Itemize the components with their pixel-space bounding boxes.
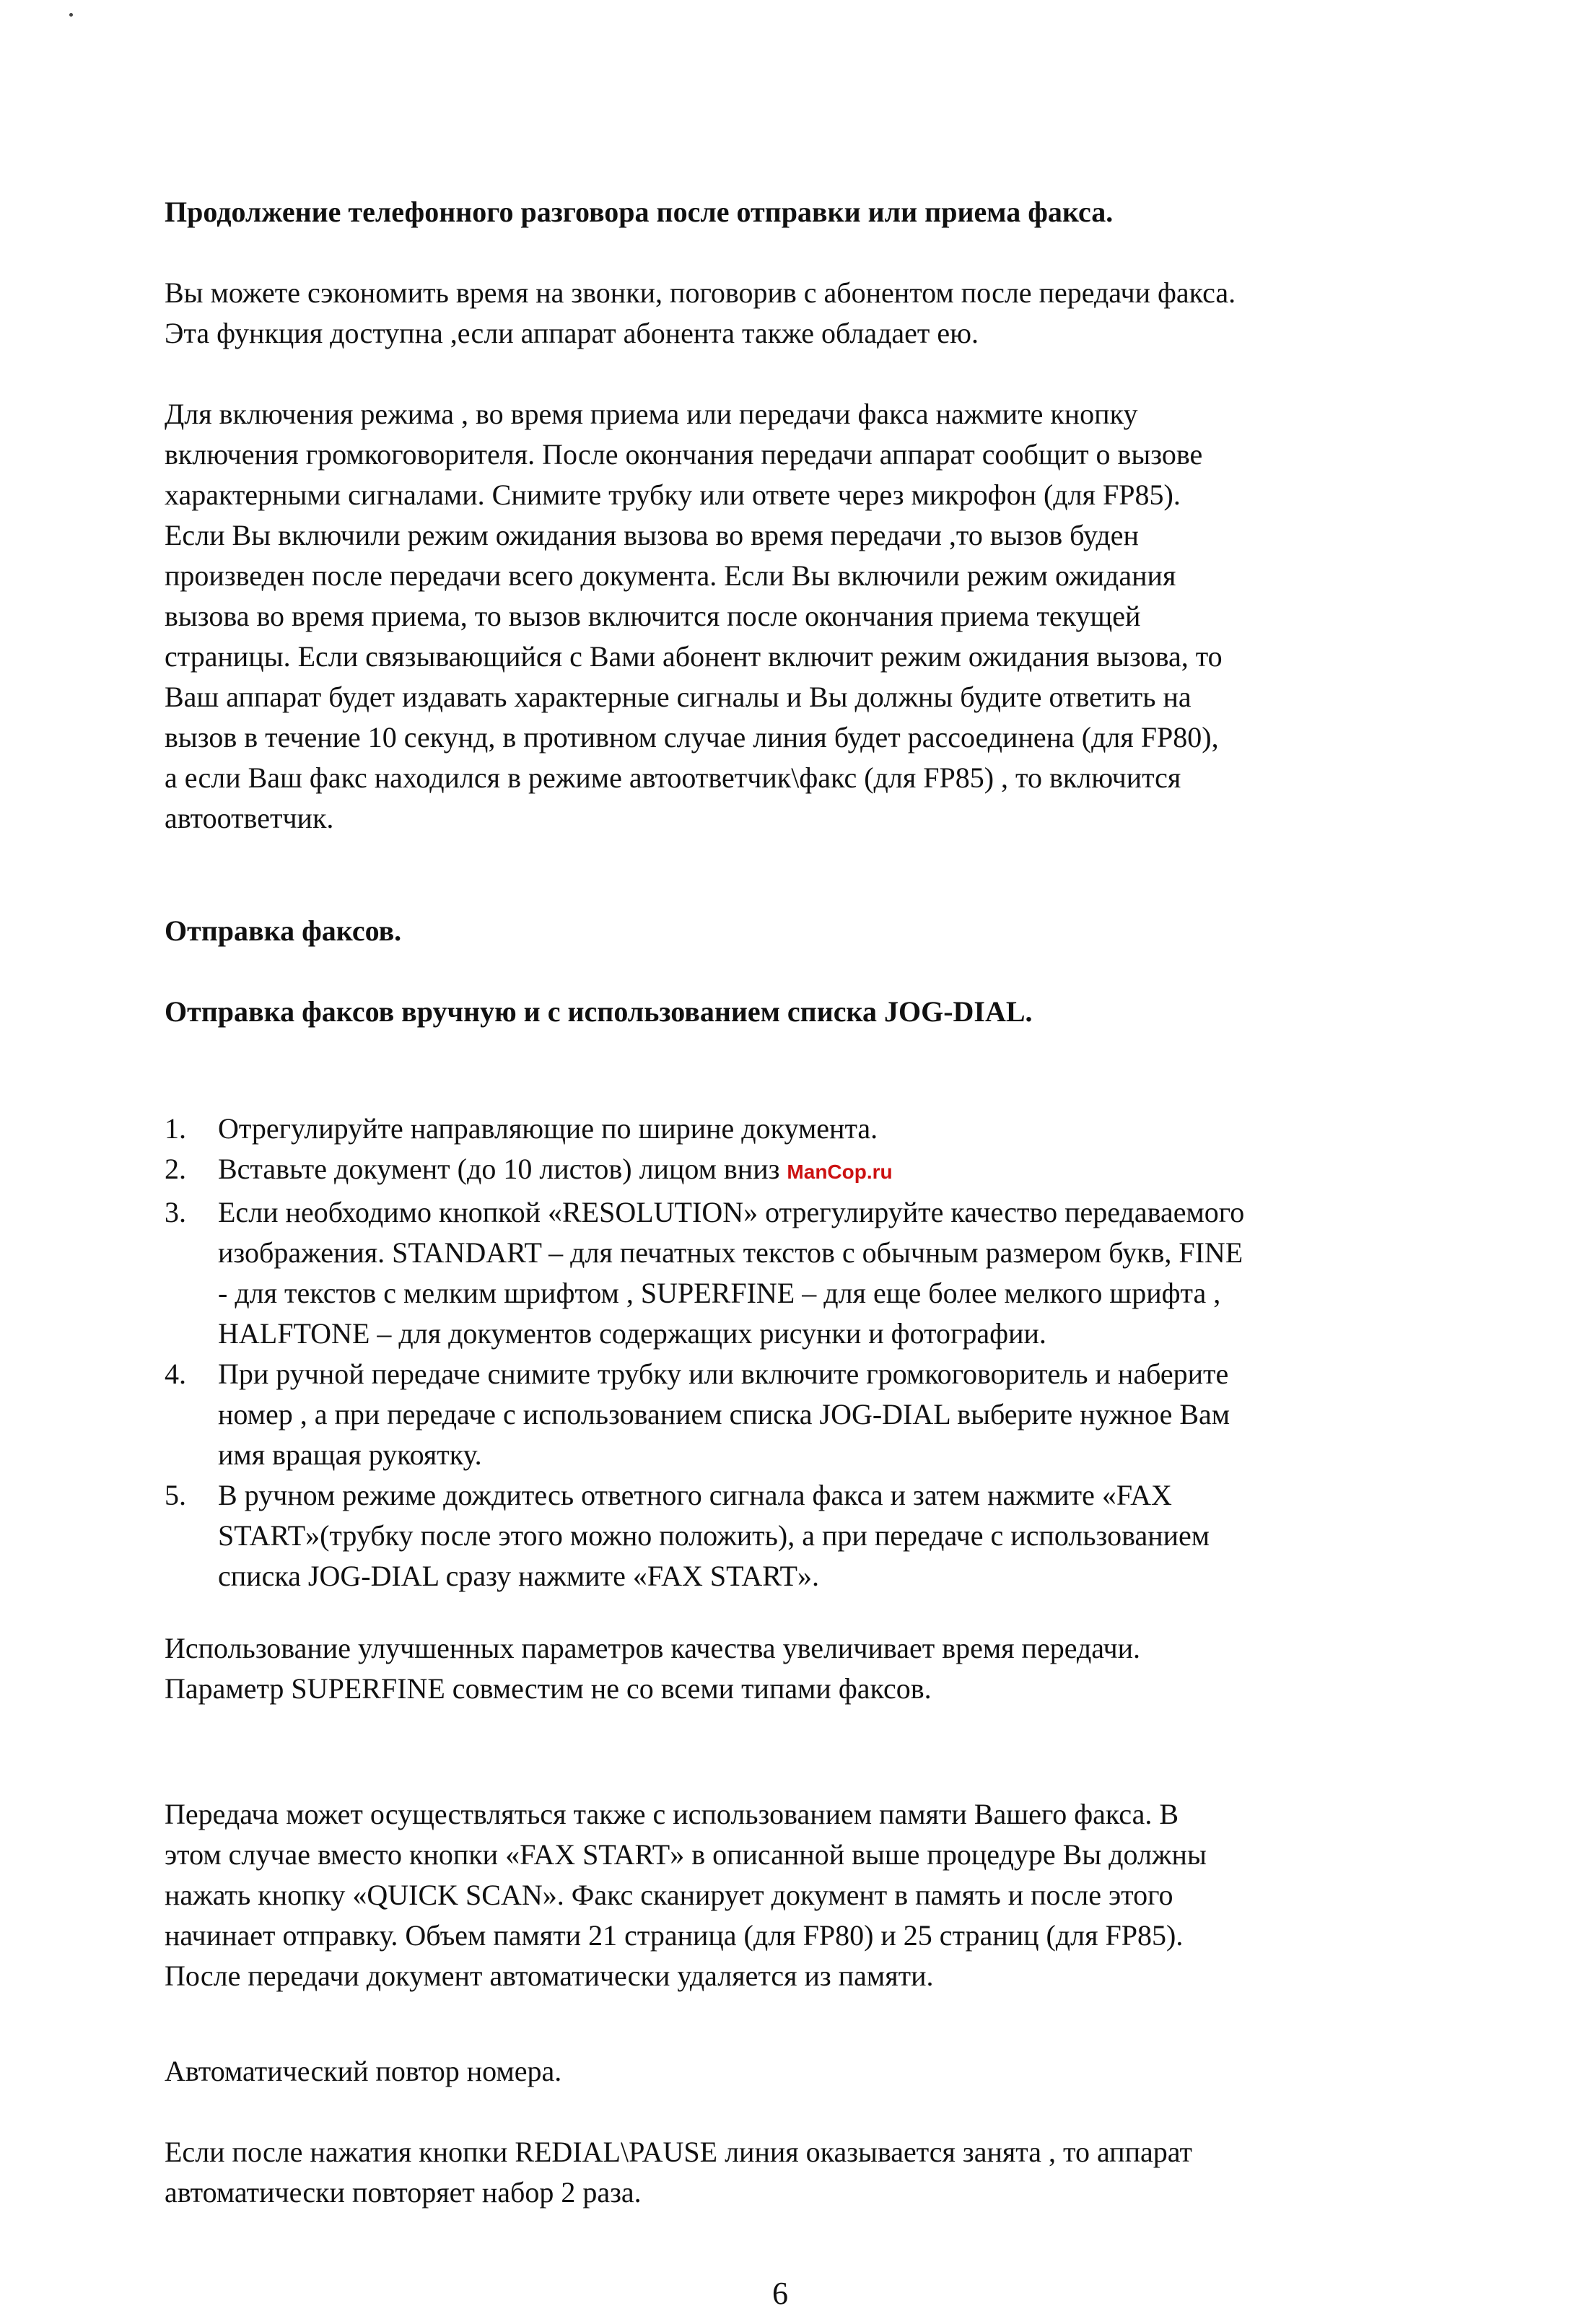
step-number: 2. bbox=[165, 1153, 186, 1185]
step-item bbox=[165, 1192, 1485, 1354]
text-line: этом случае вместо кнопки «FAX START» в описанной выше процедуре Вы должны bbox=[165, 1838, 1207, 1871]
step-text: - для текстов с мелким шрифтом , SUPERFINE – для еще более мелкого шрифта , bbox=[218, 1277, 1221, 1309]
step-item bbox=[165, 1354, 1485, 1475]
step-text: изображения. STANDART – для печатных текстов с обычным размером букв, FINE bbox=[218, 1236, 1243, 1269]
text-line: вызов в течение 10 секунд, в противном случае линия будет рассоединена (для FP80), bbox=[165, 721, 1219, 753]
page-number: 6 bbox=[772, 2276, 788, 2311]
heading-sending-faxes: Отправка факсов. bbox=[165, 914, 402, 947]
text-line: Передача может осуществляться также с использованием памяти Вашего факса. В bbox=[165, 1798, 1179, 1830]
text-line: нажать кнопку «QUICK SCAN». Факс сканирует документ в память и после этого bbox=[165, 1879, 1173, 1911]
heading-auto-redial: Автоматический повтор номера. bbox=[165, 2055, 562, 2087]
text-line: Параметр SUPERFINE совместим не со всеми типами факсов. bbox=[165, 1672, 932, 1705]
text-line: а если Ваш факс находился в режиме автоответчик\факс (для FP85) , то включится bbox=[165, 761, 1181, 794]
step-text: номер , а при передаче с использованием списка JOG-DIAL выберите нужное Вам bbox=[218, 1398, 1230, 1430]
step-text: В ручном режиме дождитесь ответного сигнала факса и затем нажмите «FAX bbox=[218, 1479, 1172, 1511]
step-text: имя вращая рукоятку. bbox=[218, 1438, 482, 1471]
text-line: После передачи документ автоматически удаляется из памяти. bbox=[165, 1960, 934, 1992]
text-line: произведен после передачи всего документа. Если Вы включили режим ожидания bbox=[165, 559, 1176, 592]
step-text: START»(трубку после этого можно положить), а при передаче с использованием bbox=[218, 1519, 1210, 1552]
step-text: списка JOG-DIAL сразу нажмите «FAX START». bbox=[218, 1560, 819, 1592]
text-line: автоответчик. bbox=[165, 802, 334, 834]
text-line: начинает отправку. Объем памяти 21 страница (для FP80) и 25 страниц (для FP85). bbox=[165, 1919, 1184, 1952]
text-line: Эта функция доступна ,если аппарат абонента также обладает ею. bbox=[165, 317, 979, 349]
step-number: 1. bbox=[165, 1112, 186, 1145]
text-line: Вы можете сэкономить время на звонки, поговорив с абонентом после передачи факса. bbox=[165, 276, 1236, 309]
steps-list bbox=[165, 1109, 1485, 1596]
step-text: Если необходимо кнопкой «RESOLUTION» отрегулируйте качество передаваемого bbox=[218, 1196, 1245, 1228]
step-text: При ручной передаче снимите трубку или включите громкоговоритель и наберите bbox=[218, 1358, 1229, 1390]
step-number: 3. bbox=[165, 1196, 186, 1228]
paragraph-quality-note bbox=[165, 1628, 1485, 1709]
step-text bbox=[218, 1149, 1485, 1192]
text-line: Если Вы включили режим ожидания вызова во время передачи ,то вызов буден bbox=[165, 519, 1139, 551]
text-line: вызова во время приема, то вызов включится после окончания приема текущей bbox=[165, 600, 1141, 632]
step-text: HALFTONE – для документов содержащих рисунки и фотографии. bbox=[218, 1317, 1046, 1350]
step-item bbox=[165, 1109, 1485, 1149]
step-number: 4. bbox=[165, 1358, 186, 1390]
text-line: включения громкоговорителя. После окончания передачи аппарат сообщит о вызове bbox=[165, 438, 1203, 471]
watermark: ManCop.ru bbox=[787, 1161, 893, 1183]
text-line: Ваш аппарат будет издавать характерные сигналы и Вы должны будите ответить на bbox=[165, 681, 1192, 713]
paragraph-mode-instructions bbox=[165, 394, 1485, 839]
paragraph-memory-transmission bbox=[165, 1794, 1485, 1996]
scan-speck bbox=[69, 13, 73, 17]
step-item bbox=[165, 1475, 1485, 1596]
heading-continue-call: Продолжение телефонного разговора после отправки или приема факса. bbox=[165, 196, 1114, 228]
text-line: автоматически повторяет набор 2 раза. bbox=[165, 2176, 642, 2209]
text-line: страницы. Если связывающийся с Вами абонент включит режим ожидания вызова, то bbox=[165, 640, 1223, 673]
subheading-jog-dial: Отправка факсов вручную и с использованием списка JOG-DIAL. bbox=[165, 995, 1033, 1028]
step-text: Отрегулируйте направляющие по ширине документа. bbox=[218, 1112, 878, 1145]
text-line: Если после нажатия кнопки REDIAL\PAUSE линия оказывается занята , то аппарат bbox=[165, 2136, 1192, 2168]
text-line: Для включения режима , во время приема или передачи факса нажмите кнопку bbox=[165, 398, 1138, 430]
text-line: характерными сигналами. Снимите трубку или ответе через микрофон (для FP85). bbox=[165, 479, 1181, 511]
paragraph-save-time bbox=[165, 273, 1485, 354]
text-line: Использование улучшенных параметров качества увеличивает время передачи. bbox=[165, 1632, 1140, 1664]
step-number: 5. bbox=[165, 1479, 186, 1511]
step-item bbox=[165, 1149, 1485, 1192]
step-text-content: Вставьте документ (до 10 листов) лицом вниз bbox=[218, 1153, 780, 1185]
paragraph-auto-redial bbox=[165, 2132, 1485, 2213]
